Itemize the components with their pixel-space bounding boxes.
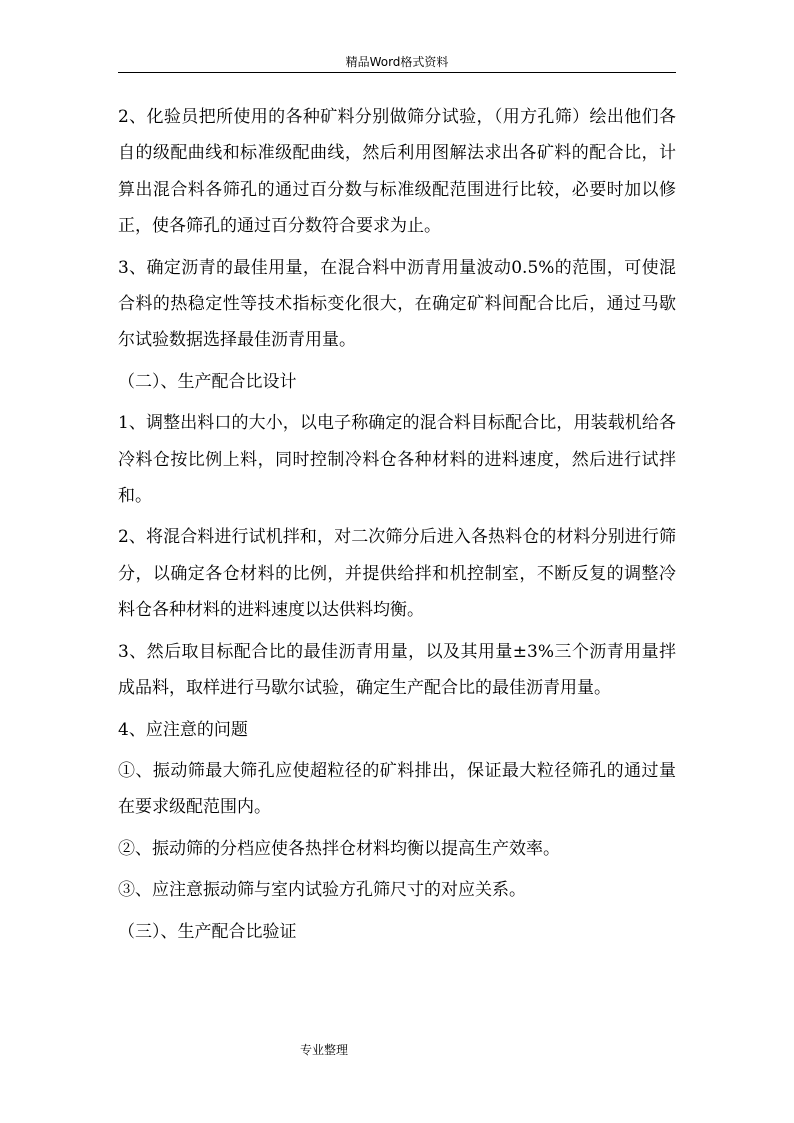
header-divider	[118, 72, 676, 73]
page-header: 精品Word格式资料	[345, 55, 449, 69]
paragraph-optimal-asphalt: 3、确定沥青的最佳用量，在混合料中沥青用量波动0.5%的范围，可使混合料的热稳定性等技术指标变化很大，在确定矿料间配合比后，通过马歇尔试验数据选择最佳沥青用量。	[118, 257, 676, 351]
note-item-1: ①、振动筛最大筛孔应使超粒径的矿料排出，保证最大粒径筛孔的通过量在要求级配范围内。	[118, 760, 676, 818]
document-body	[118, 99, 676, 955]
section-heading-production-design: （二）、生产配合比设计	[118, 371, 297, 392]
paragraph-lab-screening: 2、化验员把所使用的各种矿料分别做筛分试验，（用方孔筛）绘出他们各自的级配曲线和标准级配曲线，然后利用图解法求出各矿料的配合比，计算出混合料各筛孔的通过百分数与标准级配范围进行比较，必要时加以修正，使各筛孔的通过百分数符合要求为止。	[118, 107, 676, 237]
page-footer: 专业整理	[300, 1043, 349, 1057]
paragraph-adjust-outlet: 1、调整出料口的大小，以电子称确定的混合料目标配合比，用装载机给各冷料仓按比例上料，同时控制冷料仓各种材料的进料速度，然后进行试拌和。	[118, 413, 676, 507]
note-item-3: ③、应注意振动筛与室内试验方孔筛尺寸的对应关系。	[118, 880, 526, 901]
paragraph-marshall-test: 3、然后取目标配合比的最佳沥青用量，以及其用量±3%三个沥青用量拌成品料，取样进行马歇尔试验，确定生产配合比的最佳沥青用量。	[118, 641, 676, 699]
subheading-notes: 4、应注意的问题	[118, 719, 248, 740]
section-heading-verification: （三）、生产配合比验证	[118, 921, 297, 942]
note-item-2: ②、振动筛的分档应使各热拌仓材料均衡以提高生产效率。	[118, 838, 560, 859]
paragraph-trial-mixing: 2、将混合料进行试机拌和，对二次筛分后进入各热料仓的材料分别进行筛分，以确定各仓材料的比例，并提供给拌和机控制室，不断反复的调整冷料仓各种材料的进料速度以达供料均衡。	[118, 527, 676, 621]
